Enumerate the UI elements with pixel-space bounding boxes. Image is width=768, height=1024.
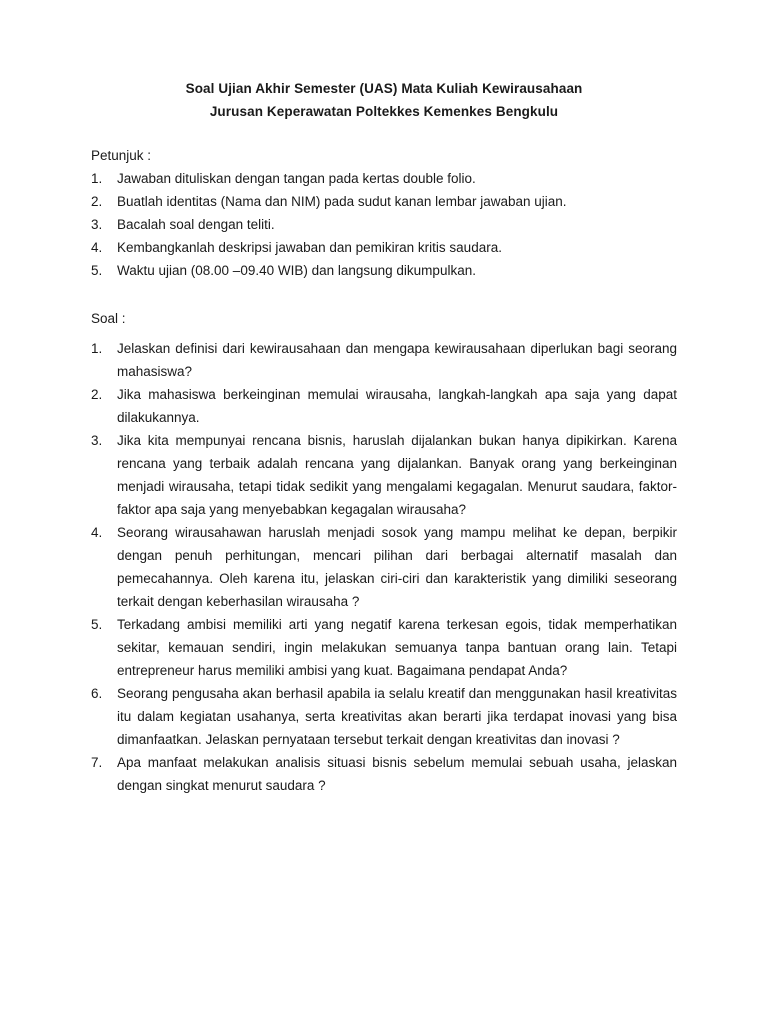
exam-title: Soal Ujian Akhir Semester (UAS) Mata Kuliah Kewirausahaan bbox=[185, 81, 583, 96]
question-item bbox=[91, 613, 677, 682]
instruction-number: 3. bbox=[91, 217, 103, 232]
question-text: Seorang wirausahawan haruslah menjadi sosok yang mampu melihat ke depan, berpikir dengan penuh perhitungan, mencari pilihan dari berbagai alternatif masalah dan pemecahannya. Oleh karena itu, jelaskan ciri-ciri dan karakteristik yang dimiliki seseorang terkait dengan keberhasilan wirausaha ? bbox=[117, 525, 677, 609]
question-item bbox=[91, 337, 677, 383]
question-number: 2. bbox=[91, 387, 103, 402]
instructions-label: Petunjuk : bbox=[91, 148, 152, 163]
exam-subtitle: Jurusan Keperawatan Poltekkes Kemenkes Bengkulu bbox=[209, 104, 559, 119]
question-text: Apa manfaat melakukan analisis situasi bisnis sebelum memulai sebuah usaha, jelaskan dengan singkat menurut saudara ? bbox=[117, 755, 677, 793]
question-text: Jika mahasiswa berkeinginan memulai wirausaha, langkah-langkah apa saja yang dapat dilakukannya. bbox=[117, 387, 677, 425]
question-number: 7. bbox=[91, 755, 103, 770]
instruction-item bbox=[91, 167, 677, 190]
question-item bbox=[91, 751, 677, 797]
question-item bbox=[91, 429, 677, 521]
instruction-text: Waktu ujian (08.00 –09.40 WIB) dan langsung dikumpulkan. bbox=[117, 263, 476, 278]
instruction-item bbox=[91, 190, 677, 213]
question-item bbox=[91, 383, 677, 429]
question-number: 1. bbox=[91, 341, 103, 356]
instruction-number: 1. bbox=[91, 171, 103, 186]
question-text: Jika kita mempunyai rencana bisnis, haruslah dijalankan bukan hanya dipikirkan. Karena rencana yang terbaik adalah rencana yang dijalankan. Banyak orang yang berkeinginan menjadi wirausaha, tetapi tidak sedikit yang mengalami kegagalan. Menurut saudara, faktor-faktor apa saja yang menyebabkan kegagalan wirausaha? bbox=[117, 433, 677, 517]
question-item bbox=[91, 521, 677, 613]
question-number: 3. bbox=[91, 433, 103, 448]
question-number: 5. bbox=[91, 617, 103, 632]
instruction-item bbox=[91, 236, 677, 259]
instruction-text: Buatlah identitas (Nama dan NIM) pada sudut kanan lembar jawaban ujian. bbox=[117, 194, 567, 209]
question-text: Terkadang ambisi memiliki arti yang negatif karena terkesan egois, tidak memperhatikan sekitar, kemauan sendiri, ingin melakukan semuanya tanpa bantuan orang lain. Tetapi entrepreneur harus memiliki ambisi yang kuat. Bagaimana pendapat Anda? bbox=[117, 617, 677, 678]
question-text: Seorang pengusaha akan berhasil apabila ia selalu kreatif dan menggunakan hasil kreativitas itu dalam kegiatan usahanya, serta kreativitas akan berarti jika terdapat inovasi yang bisa dimanfaatkan. Jelaskan pernyataan tersebut terkait dengan kreativitas dan inovasi ? bbox=[117, 686, 677, 747]
instruction-text: Jawaban dituliskan dengan tangan pada kertas double folio. bbox=[117, 171, 476, 186]
instruction-number: 2. bbox=[91, 194, 103, 209]
instruction-text: Bacalah soal dengan teliti. bbox=[117, 217, 275, 232]
instruction-item bbox=[91, 213, 677, 236]
question-text: Jelaskan definisi dari kewirausahaan dan mengapa kewirausahaan diperlukan bagi seorang mahasiswa? bbox=[117, 341, 677, 379]
instruction-item bbox=[91, 259, 677, 282]
instruction-text: Kembangkanlah deskripsi jawaban dan pemikiran kritis saudara. bbox=[117, 240, 502, 255]
questions-label: Soal : bbox=[91, 311, 126, 326]
instruction-number: 4. bbox=[91, 240, 103, 255]
question-number: 4. bbox=[91, 525, 103, 540]
questions-list bbox=[91, 337, 677, 797]
instructions-list bbox=[91, 167, 677, 282]
instruction-number: 5. bbox=[91, 263, 103, 278]
question-item bbox=[91, 682, 677, 751]
question-number: 6. bbox=[91, 686, 103, 701]
